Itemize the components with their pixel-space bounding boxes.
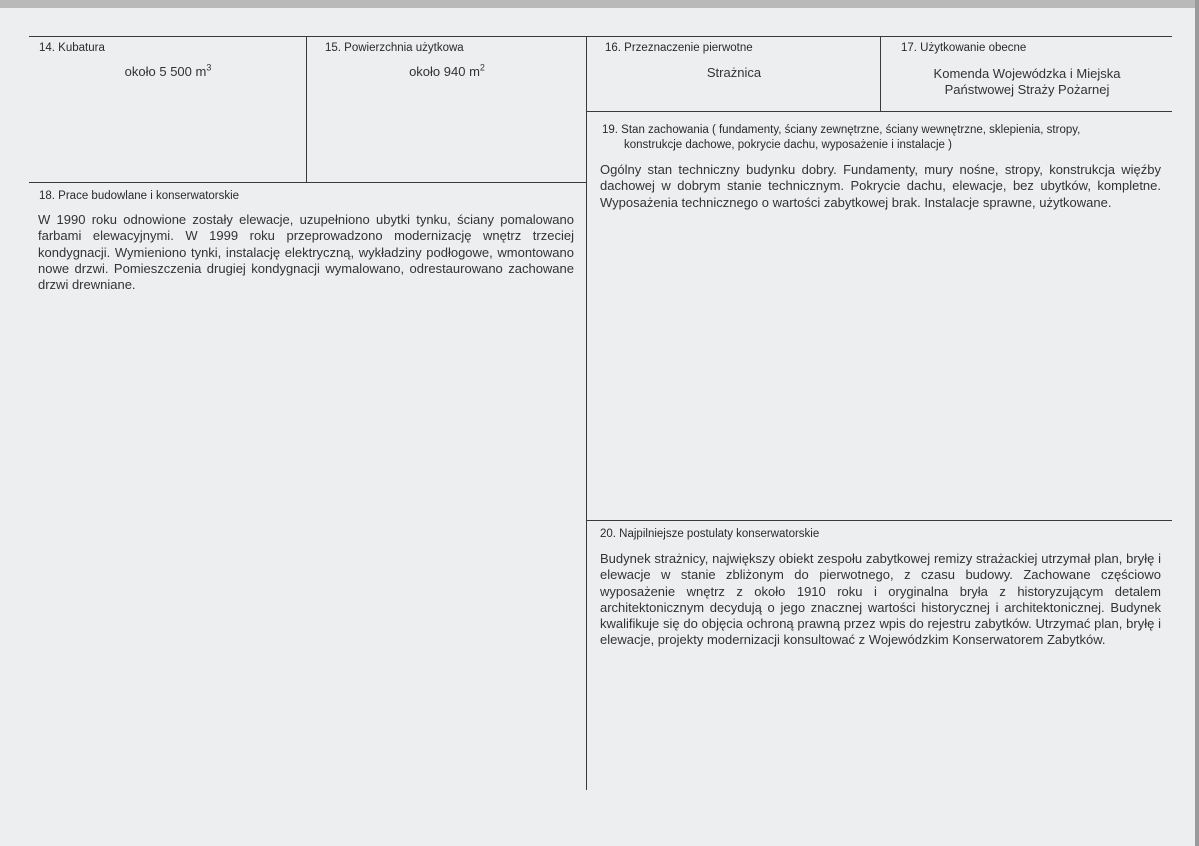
divider-16-17 (880, 36, 881, 111)
label-uzytkowanie: 17. Użytkowanie obecne (901, 42, 1027, 54)
rule-under-16-17 (587, 111, 1172, 112)
value-przeznaczenie: Strażnica (706, 65, 762, 80)
label-powierzchnia: 15. Powierzchnia użytkowa (325, 42, 464, 54)
label-stan-zachowania (602, 123, 1162, 153)
label-kubatura: 14. Kubatura (39, 42, 105, 54)
text-prace: W 1990 roku odnowione zostały elewacje, uzupełniono ubytki tynku, ściany pomalowano farbami elewacyjnymi. W 1999 roku przeprowadzono modernizację wnętrz trzeciej kondygnacji. Wymieniono tynki, instalację elektryczną, wykładziny podłogowe, wmontowano nowe drzwi. Pomieszczenia drugiej kondygnacji wymalowano, odrestaurowano zachowane drzwi drewniane. (38, 212, 574, 293)
label-przeznaczenie: 16. Przeznaczenie pierwotne (605, 42, 753, 54)
text-postulaty: Budynek strażnicy, największy obiekt zespołu zabytkowej remizy strażackiej utrzymał plan, bryłę i elewacje w stanie zbliżonym do pierwotnego, z czasu budowy. Zachowane częściowo wyposażenie wnętrz z około 1910 roku i oryginalna bryła z historyzującym detalem architektonicznym decydują o jego znacznej wartości historycznej i architektonicznej. Budynek kwalifikuje się do objęcia ochroną prawną przez wpis do rejestru zabytków. Utrzymać plan, bryłę i elewacje, projekty modernizacji konsultować z Wojewódzkim Konserwatorem Zabytków. (600, 551, 1161, 648)
label-stan-line2: konstrukcje dachowe, pokrycie dachu, wyposażenie i instalacje ) (624, 139, 952, 151)
value-powierzchnia: około 940 $m^2$ (409, 62, 485, 79)
rule-above-20 (587, 520, 1172, 521)
divider-main (586, 36, 587, 790)
form-top-rule (29, 36, 1172, 37)
divider-14-15 (306, 36, 307, 182)
label-stan-line1: 19. Stan zachowania ( fundamenty, ściany zewnętrzne, ściany wewnętrzne, sklepienia, stropy, (602, 124, 1081, 136)
value-uzytkowanie (883, 66, 1171, 98)
label-prace: 18. Prace budowlane i konserwatorskie (39, 190, 240, 202)
scan-top-edge (0, 0, 1199, 8)
rule-under-14-15 (29, 182, 587, 183)
label-postulaty: 20. Najpilniejsze postulaty konserwatorskie (600, 528, 820, 540)
value-kubatura: około 5 500 $m^3$ (124, 62, 212, 79)
scan-right-edge (1195, 0, 1199, 846)
text-stan-zachowania: Ogólny stan techniczny budynku dobry. Fundamenty, mury nośne, stropy, konstrukcja więźby dachowej w dobrym stanie technicznym. Pokrycie dachu, elewacje, bez ubytków, kompletne. Wyposażenia technicznego o wartości zabytkowej brak. Instalacje sprawne, użytkowane. (600, 162, 1161, 210)
value-uzytkowanie-line2: Państwowej Straży Pożarnej (944, 82, 1110, 97)
value-uzytkowanie-line1: Komenda Wojewódzka i Miejska (933, 66, 1121, 81)
